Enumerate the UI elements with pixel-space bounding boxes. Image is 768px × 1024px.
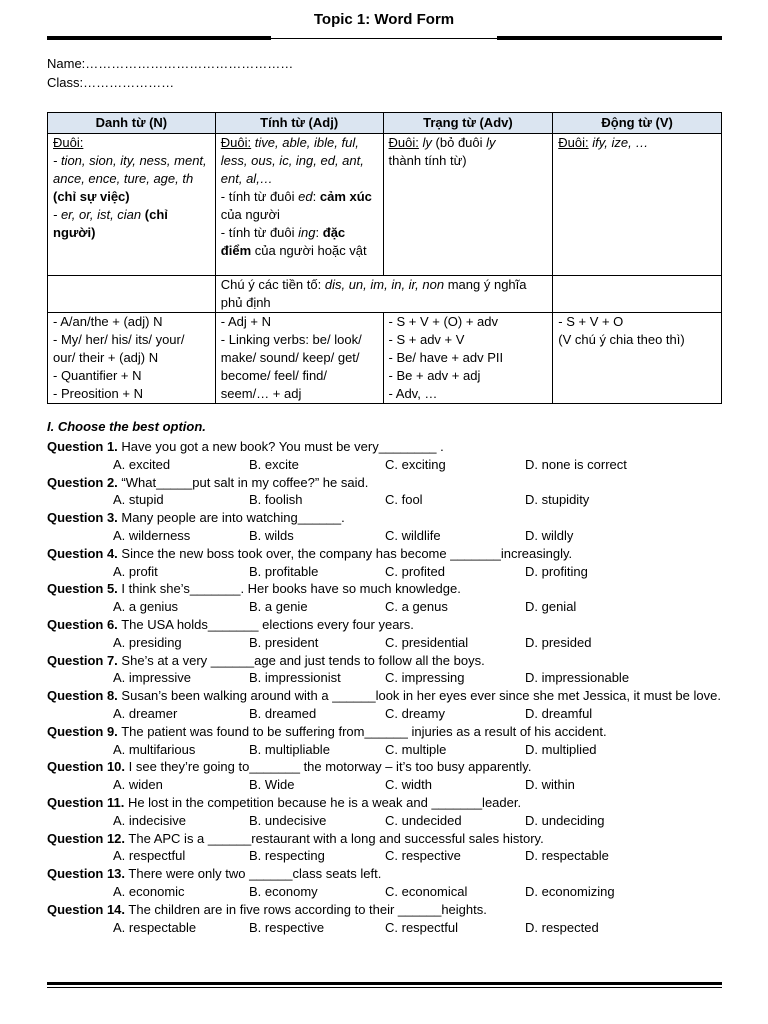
- option-b[interactable]: B. foolish: [249, 492, 303, 508]
- question-6: [47, 616, 722, 634]
- question-text: She’s at a very ______age and just tends to follow all the boys.: [121, 652, 485, 668]
- word-form-table: [47, 112, 722, 404]
- prefix-intro: Chú ý các tiền tố:: [220, 277, 322, 292]
- option-b[interactable]: B. excite: [249, 456, 299, 472]
- noun-rule: - Preosition + N: [53, 386, 143, 401]
- option-d[interactable]: D. profiting: [525, 563, 588, 579]
- options-row: [47, 847, 722, 865]
- adj-rule: - Linking verbs: be/ look/ make/ sound/ keep/ get/ become/ feel/ find/ seem/… + adj: [220, 332, 362, 401]
- question-10: [47, 758, 722, 776]
- class-field: Class:…………………: [47, 75, 175, 90]
- adv-suffix-cell: [383, 134, 553, 276]
- option-a[interactable]: A. presiding: [113, 634, 182, 650]
- question-text: Since the new boss took over, the company has become _______increasingly.: [121, 545, 573, 561]
- option-d[interactable]: D. economizing: [525, 883, 615, 899]
- option-c[interactable]: C. width: [385, 777, 432, 793]
- noun-person-suffixes: - er, or, ist, cian: [53, 207, 142, 222]
- noun-usage-cell: [48, 313, 216, 404]
- suffix-row: [48, 134, 722, 276]
- adj-ed-suffix: ed: [298, 189, 313, 204]
- header-noun: Danh từ (N): [48, 113, 216, 134]
- page-title: Topic 1: Word Form: [313, 11, 455, 28]
- option-c[interactable]: C. profited: [385, 563, 445, 579]
- option-b[interactable]: B. impressionist: [249, 670, 341, 686]
- table-header-row: [48, 113, 722, 134]
- option-a[interactable]: A. widen: [113, 777, 163, 793]
- adv-note-end: thành tính từ): [388, 153, 467, 168]
- option-c[interactable]: C. exciting: [385, 456, 446, 472]
- option-c[interactable]: C. respectful: [385, 919, 458, 935]
- noun-rule: - My/ her/ his/ its/ your/ our/ their + (adj) N: [53, 332, 185, 365]
- question-2: [47, 474, 722, 492]
- prefix-list: dis, un, im, in, ir, non: [324, 277, 445, 292]
- prefix-row: [48, 276, 722, 313]
- question-3: [47, 509, 722, 527]
- question-text: The patient was found to be suffering from______ injuries as a result of his accident.: [121, 723, 607, 739]
- adv-rule: - Be/ have + adv PII: [388, 350, 504, 365]
- options-row: [47, 919, 722, 937]
- name-field: Name:…………………………………………: [47, 56, 294, 71]
- option-d[interactable]: D. stupidity: [525, 492, 590, 508]
- adv-suffix-label: Đuôi:: [388, 135, 419, 150]
- verb-suffix-cell: [553, 134, 722, 276]
- adj-ing-suffix: ing: [298, 225, 316, 240]
- question-label: Question 5.: [47, 581, 118, 597]
- options-row: [47, 812, 722, 830]
- options-row: [47, 776, 722, 794]
- noun-suffix-cell: [48, 134, 216, 276]
- options-row: [47, 883, 722, 901]
- option-d[interactable]: D. respected: [525, 919, 599, 935]
- option-a[interactable]: A. impressive: [113, 670, 192, 686]
- question-text: The APC is a ______restaurant with a long and successful sales history.: [128, 830, 544, 846]
- option-b[interactable]: B. dreamed: [249, 705, 317, 721]
- option-b[interactable]: B. multipliable: [249, 741, 330, 757]
- adj-ed-emphasis: cảm xúc: [319, 189, 372, 204]
- option-a[interactable]: A. wilderness: [113, 527, 191, 543]
- option-d[interactable]: D. none is correct: [525, 456, 627, 472]
- noun-rule: - A/an/the + (adj) N: [53, 314, 163, 329]
- usage-row: [48, 313, 722, 404]
- adv-note-ly: ly: [486, 135, 496, 150]
- option-a[interactable]: A. excited: [113, 456, 171, 472]
- option-c[interactable]: C. presidential: [385, 634, 469, 650]
- option-b[interactable]: B. economy: [249, 883, 318, 899]
- option-d[interactable]: D. dreamful: [525, 705, 593, 721]
- adj-suffix-label: Đuôi:: [220, 135, 252, 150]
- option-b[interactable]: B. respective: [249, 919, 325, 935]
- question-text: I think she’s_______. Her books have so much knowledge.: [121, 581, 461, 597]
- adj-ed-rest: của người: [220, 207, 280, 222]
- option-c[interactable]: C. a genus: [385, 599, 448, 615]
- option-a[interactable]: A. dreamer: [113, 705, 178, 721]
- option-c[interactable]: C. impressing: [385, 670, 465, 686]
- question-label: Question 9.: [47, 723, 118, 739]
- option-b[interactable]: B. a genie: [249, 599, 308, 615]
- question-text: I see they’re going to_______ the motorway – it’s too busy apparently.: [128, 759, 532, 775]
- option-a[interactable]: A. indecisive: [113, 812, 186, 828]
- adj-suffixes: tive, able, ible, ful, less, ous, ic, ing, ed, ant, ent, al,…: [220, 135, 364, 186]
- adj-ing-emphasis: đặc điểm: [220, 225, 346, 258]
- options-row: [47, 456, 722, 474]
- footer-divider: [47, 982, 722, 988]
- option-d[interactable]: D. multiplied: [525, 741, 597, 757]
- question-12: [47, 830, 722, 848]
- question-13: [47, 865, 722, 883]
- adv-rule: - Adv, …: [388, 386, 438, 401]
- option-a[interactable]: A. stupid: [113, 492, 164, 508]
- options-row: [47, 527, 722, 545]
- prefix-empty-cell-2: [553, 276, 722, 313]
- option-b[interactable]: B. Wide: [249, 777, 295, 793]
- adv-suffix: ly: [422, 135, 432, 150]
- noun-suffix-label: Đuôi:: [53, 135, 84, 150]
- option-d[interactable]: D. impressionable: [525, 670, 630, 686]
- verb-suffix-label: Đuôi:: [558, 135, 589, 150]
- option-d[interactable]: D. presided: [525, 634, 592, 650]
- verb-usage-cell: [553, 313, 722, 404]
- option-b[interactable]: B. profitable: [249, 563, 319, 579]
- noun-suffixes: - tion, sion, ity, ness, ment, ance, ence, ture, age, th: [53, 153, 207, 186]
- noun-rule: - Quantifier + N: [53, 368, 142, 383]
- options-row: [47, 634, 722, 652]
- options-row: [47, 669, 722, 687]
- adj-ing-prefix: - tính từ đuôi: [220, 225, 295, 240]
- adv-rule: - S + adv + V: [388, 332, 465, 347]
- question-label: Question 6.: [47, 616, 118, 632]
- option-a[interactable]: A. multifarious: [113, 741, 196, 757]
- header-verb: Động từ (V): [553, 113, 722, 134]
- option-b[interactable]: B. president: [249, 634, 319, 650]
- question-1: [47, 438, 722, 456]
- option-d[interactable]: D. undeciding: [525, 812, 605, 828]
- prefix-note-cell: [215, 276, 552, 313]
- question-label: Question 1.: [47, 439, 118, 454]
- adj-rule: - Adj + N: [220, 314, 271, 329]
- question-text: Have you got a new book? You must be very________ .: [121, 439, 444, 454]
- option-a[interactable]: A. profit: [113, 563, 158, 579]
- question-5: [47, 580, 722, 598]
- question-text: Susan’s been walking around with a ______look in her eyes ever since she met Jessica, it must be love.: [121, 688, 721, 704]
- option-d[interactable]: D. within: [525, 777, 575, 793]
- prefix-empty-cell: [48, 276, 216, 313]
- option-a[interactable]: A. a genius: [113, 599, 179, 615]
- option-a[interactable]: A. respectful: [113, 848, 186, 864]
- adv-rule: - S + V + (O) + adv: [388, 314, 499, 329]
- question-label: Question 4.: [47, 545, 118, 561]
- verb-rule: (V chú ý chia theo thì): [558, 332, 685, 347]
- option-c[interactable]: C. multiple: [385, 741, 447, 757]
- adj-suffix-cell: Đuôi: tive, able, ible, ful, less, ous, ic, ing, ed, ant, ent, al,… - tính từ đuôi ed: cảm xúc của người - tính từ đuôi ing: đặc điểm của người hoặc vật: [215, 134, 383, 276]
- question-label: Question 13.: [47, 866, 126, 882]
- question-8: [47, 687, 722, 705]
- question-label: Question 11.: [47, 794, 125, 810]
- question-label: Question 10.: [47, 759, 126, 775]
- question-4: [47, 545, 722, 563]
- adj-ing-rest: của người hoặc vật: [254, 243, 367, 258]
- options-row: [47, 563, 722, 581]
- header-adjective: Tính từ (Adj): [215, 113, 383, 134]
- option-a[interactable]: A. respectable: [113, 919, 197, 935]
- question-9: [47, 723, 722, 741]
- section-title: I. Choose the best option.: [47, 419, 206, 434]
- question-text: “What_____put salt in my coffee?” he said.: [121, 474, 369, 490]
- question-7: [47, 652, 722, 670]
- question-label: Question 14.: [47, 901, 126, 917]
- question-text: There were only two ______class seats left.: [128, 866, 382, 882]
- question-label: Question 2.: [47, 474, 118, 490]
- adv-usage-cell: [383, 313, 553, 404]
- verb-rule: - S + V + O: [558, 314, 624, 329]
- option-c[interactable]: C. economical: [385, 883, 468, 899]
- option-c[interactable]: C. respective: [385, 848, 461, 864]
- option-c[interactable]: C. dreamy: [385, 705, 445, 721]
- options-row: [47, 491, 722, 509]
- prefix-meaning: mang ý nghĩa phủ định: [220, 277, 527, 310]
- option-d[interactable]: D. respectable: [525, 848, 609, 864]
- header-divider: [47, 36, 722, 40]
- option-d[interactable]: D. wildly: [525, 527, 574, 543]
- question-label: Question 8.: [47, 688, 118, 704]
- question-text: He lost in the competition because he is a weak and _______leader.: [127, 794, 522, 810]
- option-c[interactable]: C. wildlife: [385, 527, 441, 543]
- adv-rule: - Be + adv + adj: [388, 368, 481, 383]
- header-adverb: Trạng từ (Adv): [383, 113, 553, 134]
- adj-usage-cell: [215, 313, 383, 404]
- verb-suffixes: ify, ize, …: [592, 135, 649, 150]
- option-a[interactable]: A. economic: [113, 883, 185, 899]
- options-row: [47, 598, 722, 616]
- question-11: [47, 794, 722, 812]
- question-text: The children are in five rows according to their ______heights.: [128, 901, 487, 917]
- question-label: Question 12.: [47, 830, 126, 846]
- question-text: The USA holds_______ elections every four years.: [121, 616, 414, 632]
- noun-suffixes-note: (chỉ sự việc): [53, 189, 130, 204]
- options-row: [47, 705, 722, 723]
- adv-note-start: (bỏ đuôi: [435, 135, 483, 150]
- options-row: [47, 741, 722, 759]
- option-c[interactable]: C. undecided: [385, 812, 462, 828]
- option-b[interactable]: B. wilds: [249, 527, 294, 543]
- adj-ed-prefix: - tính từ đuôi: [220, 189, 295, 204]
- option-b[interactable]: B. respecting: [249, 848, 325, 864]
- option-b[interactable]: B. undecisive: [249, 812, 327, 828]
- question-list: [47, 438, 722, 936]
- question-label: Question 7.: [47, 652, 118, 668]
- noun-person-note: (chỉ người): [53, 207, 168, 240]
- question-text: Many people are into watching______.: [121, 510, 345, 526]
- question-label: Question 3.: [47, 510, 118, 526]
- option-d[interactable]: D. genial: [525, 599, 577, 615]
- option-c[interactable]: C. fool: [385, 492, 423, 508]
- question-14: [47, 901, 722, 919]
